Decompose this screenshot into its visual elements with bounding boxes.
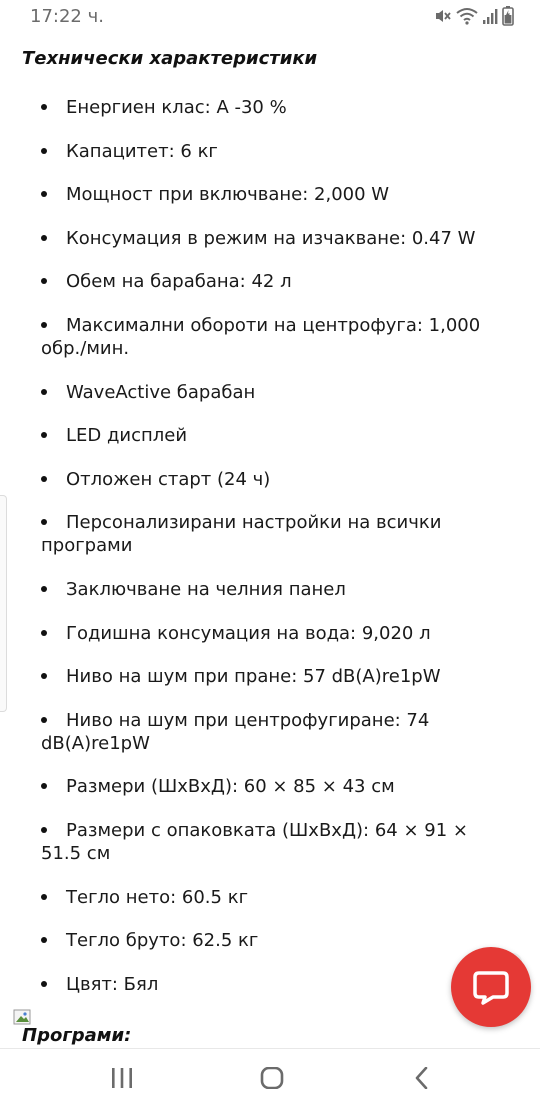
status-bar (0, 0, 540, 34)
spec-text: Максимални обороти на центрофуга: 1,000 обр./мин. (41, 314, 481, 359)
spec-text: WaveActive барабан (66, 381, 256, 403)
spec-text: Заключване на челния панел (66, 578, 346, 600)
spec-text: LED дисплей (66, 425, 188, 447)
status-time: 17:22 ч. (30, 6, 104, 27)
status-icons (434, 5, 514, 27)
spec-item (0, 929, 540, 952)
spec-text: Годишна консумация на вода: 9,020 л (66, 622, 431, 644)
spec-item (0, 665, 540, 688)
section-title: Технически характеристики (22, 48, 318, 69)
spec-item (0, 468, 540, 491)
spec-item (0, 511, 540, 557)
spec-text: Тегло нето: 60.5 кг (66, 886, 249, 908)
spec-item (0, 140, 540, 163)
spec-text: Цвят: Бял (66, 973, 159, 995)
spec-text: Консумация в режим на изчакване: 0.47 W (66, 227, 476, 249)
spec-item (0, 227, 540, 250)
spec-text: Обем на барабана: 42 л (66, 271, 292, 293)
spec-text: Мощност при включване: 2,000 W (66, 184, 390, 206)
spec-text: Ниво на шум при пране: 57 dB(A)re1pW (66, 666, 441, 688)
home-icon[interactable] (260, 1067, 284, 1089)
edge-panel-handle[interactable] (0, 495, 7, 712)
recent-apps-icon[interactable] (110, 1067, 134, 1089)
spec-item (0, 578, 540, 601)
spec-text: Енергиен клас: А -30 % (66, 97, 287, 118)
spec-text: Капацитет: 6 кг (66, 140, 218, 162)
back-icon[interactable] (414, 1067, 430, 1089)
navigation-bar (0, 1048, 540, 1111)
spec-list (0, 96, 540, 1016)
spec-item (0, 96, 540, 119)
mute-icon (434, 7, 452, 25)
wifi-icon (456, 7, 478, 25)
spec-item (0, 270, 540, 293)
chat-bubble-icon (471, 967, 511, 1007)
spec-item (0, 314, 540, 360)
chat-button[interactable] (451, 947, 531, 1027)
spec-item (0, 183, 540, 206)
spec-item (0, 622, 540, 645)
spec-text: Отложен старт (24 ч) (66, 468, 271, 490)
signal-icon (482, 7, 498, 25)
spec-item (0, 424, 540, 447)
spec-text: Размери (ШхВхД): 60 × 85 × 43 см (66, 776, 395, 798)
spec-item (0, 819, 540, 865)
spec-item (0, 886, 540, 909)
spec-item (0, 709, 540, 755)
programs-title: Програми: (22, 1025, 132, 1046)
spec-text: Ниво на шум при центрофугиране: 74 dB(A)re1pW (41, 709, 430, 754)
spec-item (0, 381, 540, 404)
spec-text: Тегло бруто: 62.5 кг (66, 930, 259, 952)
spec-item (0, 775, 540, 798)
spec-text: Размери с опаковката (ШхВхД): 64 × 91 × 51.5 см (41, 819, 468, 864)
battery-icon (502, 6, 514, 26)
spec-text: Персонализирани настройки на всички програми (41, 512, 442, 557)
